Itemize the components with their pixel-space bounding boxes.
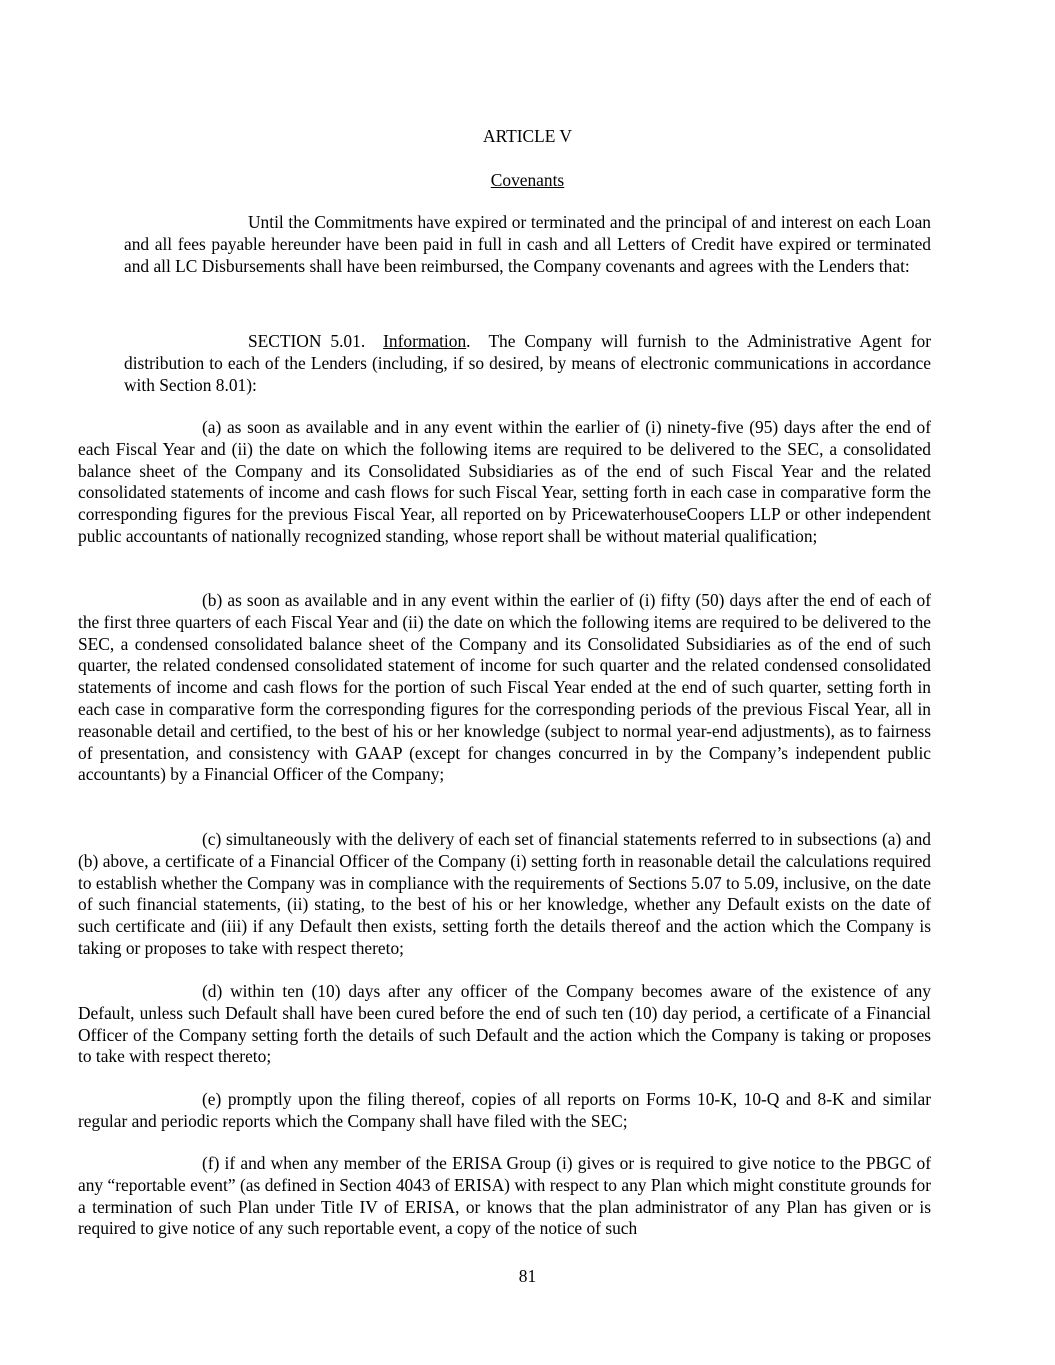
- intro-paragraph: Until the Commitments have expired or terminated and the principal of and interest on each Loan and all fees payable hereunder have been paid in full in cash and all Letters of Credit have expired or terminated and all LC Disbursements shall have been reimbursed, the Company covenants and agrees with the Lenders that:: [124, 212, 931, 276]
- clause-c: (c) simultaneously with the delivery of each set of financial statements referred to in subsections (a) and (b) above, a certificate of a Financial Officer of the Company (i) setting forth in reasonable detail the calculations required to establish whether the Company was in compliance with the requirements of Sections 5.07 to 5.09, inclusive, on the date of such financial statements, (ii) stating, to the best of his or her knowledge, whether any Default exists on the date of such certificate and (iii) if any Default then exists, setting forth the details thereof and the action which the Company is taking or proposes to take with respect thereto;: [78, 829, 931, 958]
- clause-e: (e) promptly upon the filing thereof, copies of all reports on Forms 10-K, 10-Q and 8-K and similar regular and periodic reports which the Company shall have filed with the SEC;: [78, 1089, 931, 1131]
- article-subtitle-text: Covenants: [490, 170, 565, 190]
- clause-d: (d) within ten (10) days after any officer of the Company becomes aware of the existence of any Default, unless such Default shall have been cured before the end of such ten (10) day period, a certificate of a Financial Officer of the Company setting forth the details of such Default and the action which the Company is taking or proposes to take with respect thereto;: [78, 981, 931, 1067]
- clause-a: (a) as soon as available and in any event within the earlier of (i) ninety-five (95) days after the end of each Fiscal Year and (ii) the date on which the following items are required to be delivered to the SEC, a consolidated balance sheet of the Company and its Consolidated Subsidiaries as of the end of such Fiscal Year and the related consolidated statements of income and cash flows for such Fiscal Year, setting forth in each case in comparative form the corresponding figures for the previous Fiscal Year, all reported on by PricewaterhouseCoopers LLP or other independent public accountants of nationally recognized standing, whose report shall be without material qualification;: [78, 417, 931, 546]
- section-body: The Company will furnish to the Administrative Agent for distribution to each of the Lenders (including, if so desired, by means of electronic communications in accordance with Section 8.01):: [124, 331, 932, 395]
- article-subtitle: [0, 170, 1055, 192]
- clause-f: (f) if and when any member of the ERISA Group (i) gives or is required to give notice to the PBGC of any “reportable event” (as defined in Section 4043 of ERISA) with respect to any Plan which might constitute grounds for a termination of such Plan under Title IV of ERISA, or knows that the plan administrator of any Plan has given or is required to give notice of any such reportable event, a copy of the notice of such: [78, 1153, 931, 1239]
- article-title: ARTICLE V: [483, 126, 572, 146]
- page-number: 81: [518, 1266, 537, 1286]
- section-number: SECTION 5.01.: [248, 331, 366, 351]
- section-heading: Information: [383, 331, 467, 351]
- section-5-01-paragraph: SECTION 5.01. Information. The Company will furnish to the Administrative Agent for distribution to each of the Lenders (including, if so desired, by means of electronic communications in accordance with Section 8.01):: [124, 331, 932, 395]
- clause-b: (b) as soon as available and in any event within the earlier of (i) fifty (50) days after the end of each of the first three quarters of each Fiscal Year and (ii) the date on which the following items are required to be delivered to the SEC, a condensed consolidated balance sheet of the Company and its Consolidated Subsidiaries as of the end of such quarter, the related condensed consolidated statement of income for such quarter and the related condensed consolidated statements of income and cash flows for the portion of such Fiscal Year ended at the end of such quarter, setting forth in each case in comparative form the corresponding figures for the corresponding periods of the previous Fiscal Year, all in reasonable detail and certified, to the best of his or her knowledge (subject to normal year-end adjustments), as to fairness of presentation, and consistency with GAAP (except for changes concurred in by the Company’s independent public accountants) by a Financial Officer of the Company;: [78, 590, 931, 785]
